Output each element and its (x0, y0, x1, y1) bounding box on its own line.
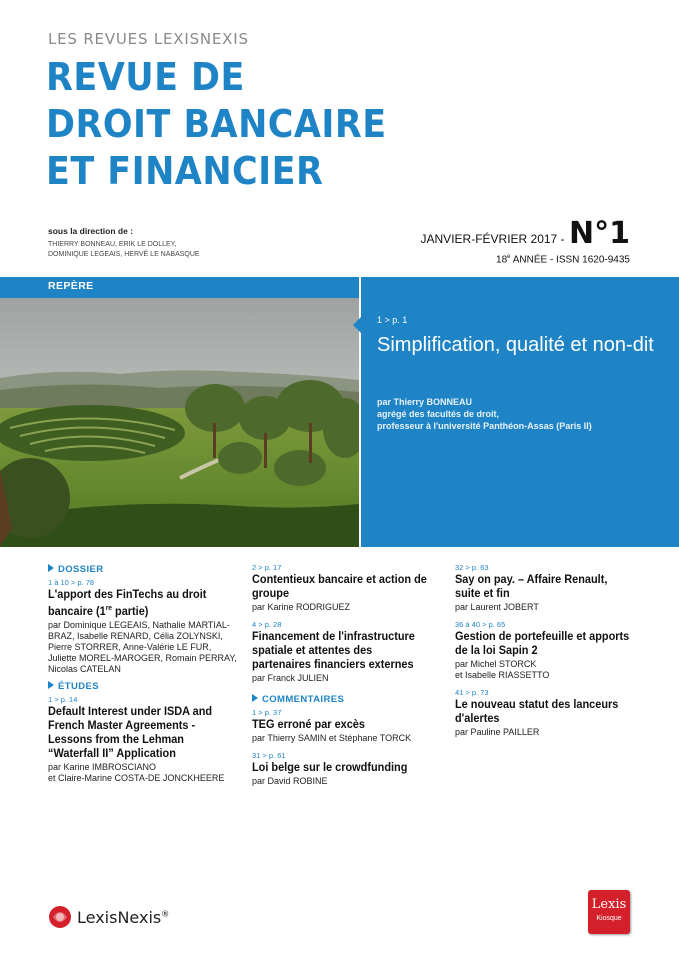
kiosque-line-1: Lexis (591, 897, 627, 912)
issue-year-issn (496, 254, 630, 265)
toc-title (48, 588, 229, 619)
toc-title: TEG erroné par excès (252, 719, 365, 731)
toc-item[interactable] (455, 687, 645, 738)
toc-authors-1: par Karine IMBROSCIANO (48, 761, 157, 772)
year-rest: ANNÉE - ISSN 1620-9435 (510, 254, 630, 266)
issue-number: N°1 (569, 216, 630, 251)
logo-name: LexisNexis (77, 907, 162, 927)
toc-ref: 32 > p. 63 (455, 563, 489, 572)
panel-notch (353, 317, 361, 333)
toc-title: Contentieux bancaire et action de groupe (252, 574, 427, 600)
section-dossier (48, 564, 238, 575)
toc-title: Loi belge sur le crowdfunding (252, 762, 408, 774)
toc-title: Le nouveau statut des lanceurs d'alertes (455, 699, 619, 725)
toc-authors: par Franck JULIEN (252, 673, 329, 683)
title-line-1: REVUE DE (46, 55, 245, 99)
toc-item[interactable] (455, 619, 645, 681)
lexisnexis-logo (48, 905, 169, 929)
repere-bar (0, 277, 359, 298)
toc-title-part-b: partie) (111, 605, 149, 618)
section-etudes (48, 681, 238, 692)
toc-item[interactable] (252, 562, 442, 613)
toc-ref: 41 > p. 73 (455, 688, 489, 697)
repere-label: REPÈRE (48, 280, 94, 292)
toc-column-3 (455, 562, 645, 744)
year-sup: e (507, 254, 511, 260)
toc-authors-1: par Pauline PAILLER (455, 727, 540, 737)
triangle-bullet-icon (48, 564, 54, 572)
toc-column-2 (252, 562, 442, 793)
toc-authors: par Dominique LEGEAIS, Nathalie MARTIAL-BRAZ, Isabelle RENARD, Célia ZOLYNSKI, Pierre STORRER, Anne-Valérie LE FUR, Juliette MOREL-MAROGER, Romain PERRAY, Nicolas CATELAN (48, 619, 237, 674)
section-commentaires (252, 694, 442, 705)
toc-authors-2: et Claire-Marine COSTA-DE JONCKHEERE (48, 772, 225, 783)
direction-label: sous la direction de : (48, 226, 134, 236)
toc-ref: 1 > p. 14 (48, 694, 78, 704)
toc-ref: 1 > p. 37 (252, 708, 282, 717)
toc-authors: par Thierry SAMIN et Stéphane TORCK (252, 733, 412, 743)
issue-info (420, 216, 630, 266)
lexisnexis-emblem-icon (48, 905, 72, 929)
toc-title: Say on pay. – Affaire Renault, suite et fin (455, 574, 608, 600)
section-dossier-label: DOSSIER (58, 564, 104, 575)
repere-headline[interactable]: Simplification, qualité et non-dit (377, 334, 654, 356)
toc-title: Financement de l'infrastructure spatiale et attentes des partenaires financiers externes (252, 631, 415, 671)
title-line-2: DROIT BANCAIRE (46, 102, 387, 146)
toc-title-sup: re (105, 605, 112, 612)
toc-ref: 31 > p. 61 (252, 751, 286, 760)
logo-reg: ® (161, 909, 170, 919)
toc-item[interactable] (252, 619, 442, 684)
toc-column-1 (48, 562, 238, 790)
repere-author: par Thierry BONNEAU (377, 397, 473, 407)
section-etudes-label: ÉTUDES (58, 680, 99, 692)
toc-authors-2: et Isabelle RIASSETTO (455, 670, 550, 680)
logo-text (77, 908, 169, 927)
cover-photo-maze-garden (0, 298, 359, 547)
journal-title (46, 54, 432, 195)
repere-ref: 1 > p. 1 (377, 315, 408, 325)
toc-title: Gestion de portefeuille et apports de la loi Sapin 2 (455, 631, 630, 657)
section-commentaires-label: COMMENTAIRES (262, 694, 345, 705)
toc-item[interactable] (252, 707, 442, 744)
triangle-bullet-icon (252, 694, 258, 702)
toc-ref: 4 > p. 28 (252, 620, 282, 629)
repere-affiliation-2: professeur à l'université Panthéon-Assas (Paris II) (377, 421, 592, 431)
toc-item[interactable] (252, 750, 442, 787)
toc-ref: 1 à 10 > p. 78 (48, 578, 95, 587)
direction-names-2: DOMINIQUE LEGEAIS, HERVÉ LE NABASQUE (48, 251, 200, 258)
editorial-direction (48, 226, 288, 260)
repere-panel (361, 277, 679, 547)
toc-item[interactable] (48, 694, 238, 784)
toc-item[interactable] (48, 577, 238, 675)
toc-title: Default Interest under ISDA and French Master Agreements - Lessons from the Lehman “Waterfall II” Application (48, 705, 213, 760)
repere-author-block (377, 396, 667, 432)
kiosque-line-2: Kiosque (596, 915, 622, 922)
year-prefix: 18 (496, 254, 508, 266)
toc-authors: par David ROBINE (252, 776, 328, 786)
title-line-3: ET FINANCIER (46, 149, 324, 193)
toc-ref: 36 à 40 > p. 65 (455, 620, 506, 629)
toc-ref: 2 > p. 17 (252, 563, 282, 572)
issue-date: JANVIER-FÉVRIER 2017 - (420, 232, 565, 246)
toc-authors-1: par Michel STORCK (455, 659, 537, 669)
toc-authors-1: par Laurent JOBERT (455, 602, 539, 612)
toc-item[interactable] (455, 562, 645, 613)
toc-authors: par Karine RODRIGUEZ (252, 602, 351, 612)
series-name: LES REVUES LEXISNEXIS (48, 30, 249, 48)
lexis-kiosque-badge[interactable] (588, 890, 630, 934)
toc-title-part-a: L'apport des FinTechs au droit bancaire (1 (48, 589, 207, 618)
repere-affiliation-1: agrégé des facultés de droit, (377, 409, 500, 419)
triangle-bullet-icon (48, 681, 54, 689)
direction-names-1: THIERRY BONNEAU, ERIK LE DOLLEY, (48, 241, 177, 248)
